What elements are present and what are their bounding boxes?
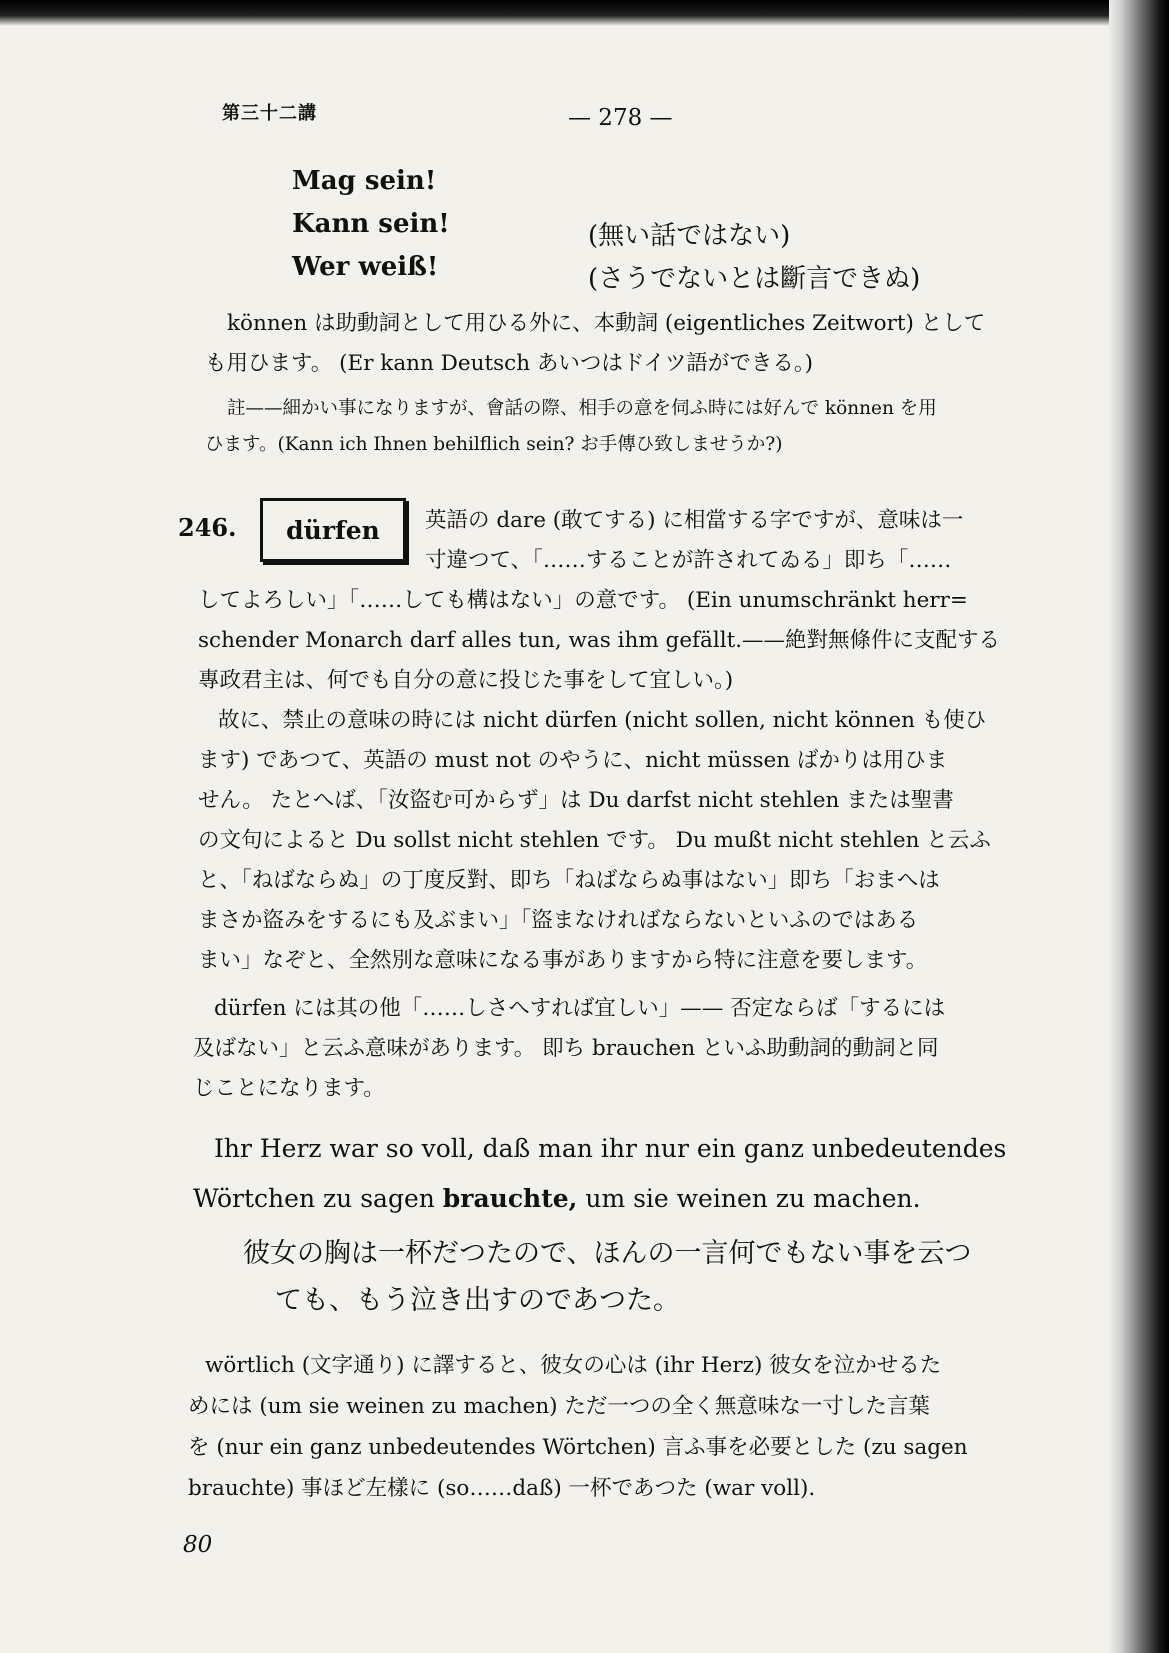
section-body-line: してよろしい」「……しても構はない」の意です。 (Ein unumschränkt herr= xyxy=(198,588,968,613)
paragraph-line: まい」なぞと、全然別な意味になる事がありますから特に注意を要します。 xyxy=(198,948,928,973)
paragraph-line: と、「ねばならぬ」の丁度反對、即ち「ねばならぬ事はない」即ち「おまへは xyxy=(198,868,940,893)
section-keyword-box xyxy=(260,498,406,562)
paragraph-line: めには (um sie weinen zu machen) ただ一つの全く無意味な一寸した言葉 xyxy=(188,1394,930,1419)
example-keyword: brauchte, xyxy=(442,1184,578,1213)
example-sentence-line: Ihr Herz war so voll, daß man ihr nur ein ganz unbedeutendes xyxy=(214,1134,1007,1163)
section-intro-line: 英語の dare (敢てする) に相當する字ですが、意味は一 xyxy=(425,508,964,533)
paragraph-line: も用ひます。 (Er kann Deutsch あいつはドイツ語ができる。) xyxy=(205,351,813,376)
paragraph-line: を (nur ein ganz unbedeutendes Wörtchen) 言ふ事を必要とした (zu sagen xyxy=(188,1435,968,1460)
section-intro-line: 寸違つて、「……することが許されてゐる」即ち「…… xyxy=(425,548,952,573)
example-text: um sie weinen zu machen. xyxy=(577,1184,921,1213)
section-body-line: 專政君主は、何でも自分の意に投じた事をして宜しい。) xyxy=(198,668,734,693)
paragraph-line: 及ばない」と云ふ意味があります。 即ち brauchen といふ助動詞的動詞と同 xyxy=(193,1036,939,1061)
phrase-german: Wer weiß! xyxy=(292,252,439,282)
paragraph-line: じことになります。 xyxy=(193,1076,385,1101)
example-text: Wörtchen zu sagen xyxy=(193,1184,443,1213)
scan-top-shadow xyxy=(0,0,1169,26)
section-number: 246. xyxy=(178,513,237,542)
paragraph-line: の文句によると Du sollst nicht stehlen です。 Du mußt nicht stehlen と云ふ xyxy=(198,828,991,853)
paragraph-line: ます) であつて、英語の must not のやうに、nicht müssen ばかりは用ひま xyxy=(198,748,948,773)
paragraph-line: せん。 たとへば、「汝盜む可からず」は Du darfst nicht stehlen または聖書 xyxy=(198,788,954,813)
paragraph-line: können は助動詞として用ひる外に、本動詞 (eigentliches Zeitwort) として xyxy=(227,311,986,336)
note-line: 註——細かい事になりますが、會話の際、相手の意を伺ふ時には好んで können を用 xyxy=(227,398,937,419)
chapter-heading: 第三十二講 xyxy=(222,103,317,124)
example-sentence-line xyxy=(193,1176,921,1222)
translation-line: 彼女の胸は一杯だつたので、ほんの一言何でもない事を云つ xyxy=(243,1238,972,1269)
phrase-german: Kann sein! xyxy=(292,209,450,239)
folio-number: 80 xyxy=(183,1532,213,1558)
paragraph-line: dürfen には其の他「……しさへすれば宜しい」—— 否定ならば「するには xyxy=(214,996,946,1021)
phrase-german: Mag sein! xyxy=(292,166,437,196)
note-line: ひます。(Kann ich Ihnen behilflich sein? お手傳ひ致しませうか?) xyxy=(205,434,783,455)
section-keyword: dürfen xyxy=(286,515,380,545)
section-body-line: schender Monarch darf alles tun, was ihm gefällt.——絶對無條件に支配する xyxy=(198,628,1001,653)
paragraph-line: まさか盜みをするにも及ぶまい」「盜まなければならないといふのではある xyxy=(198,908,919,933)
page-number: — 278 — xyxy=(568,105,673,131)
phrase-gloss: (無い話ではない) xyxy=(588,221,791,251)
scan-right-edge xyxy=(1109,0,1169,1653)
paragraph-line: brauchte) 事ほど左樣に (so……daß) 一杯であつた (war voll). xyxy=(188,1476,816,1501)
translation-line: ても、もう泣き出すのであつた。 xyxy=(275,1285,680,1316)
paragraph-line: 故に、禁止の意味の時には nicht dürfen (nicht sollen, nicht können も使ひ xyxy=(218,708,987,733)
paragraph-line: wörtlich (文字通り) に譯すると、彼女の心は (ihr Herz) 彼女を泣かせるた xyxy=(205,1353,942,1378)
phrase-gloss: (さうでないとは斷言できぬ) xyxy=(588,264,921,294)
